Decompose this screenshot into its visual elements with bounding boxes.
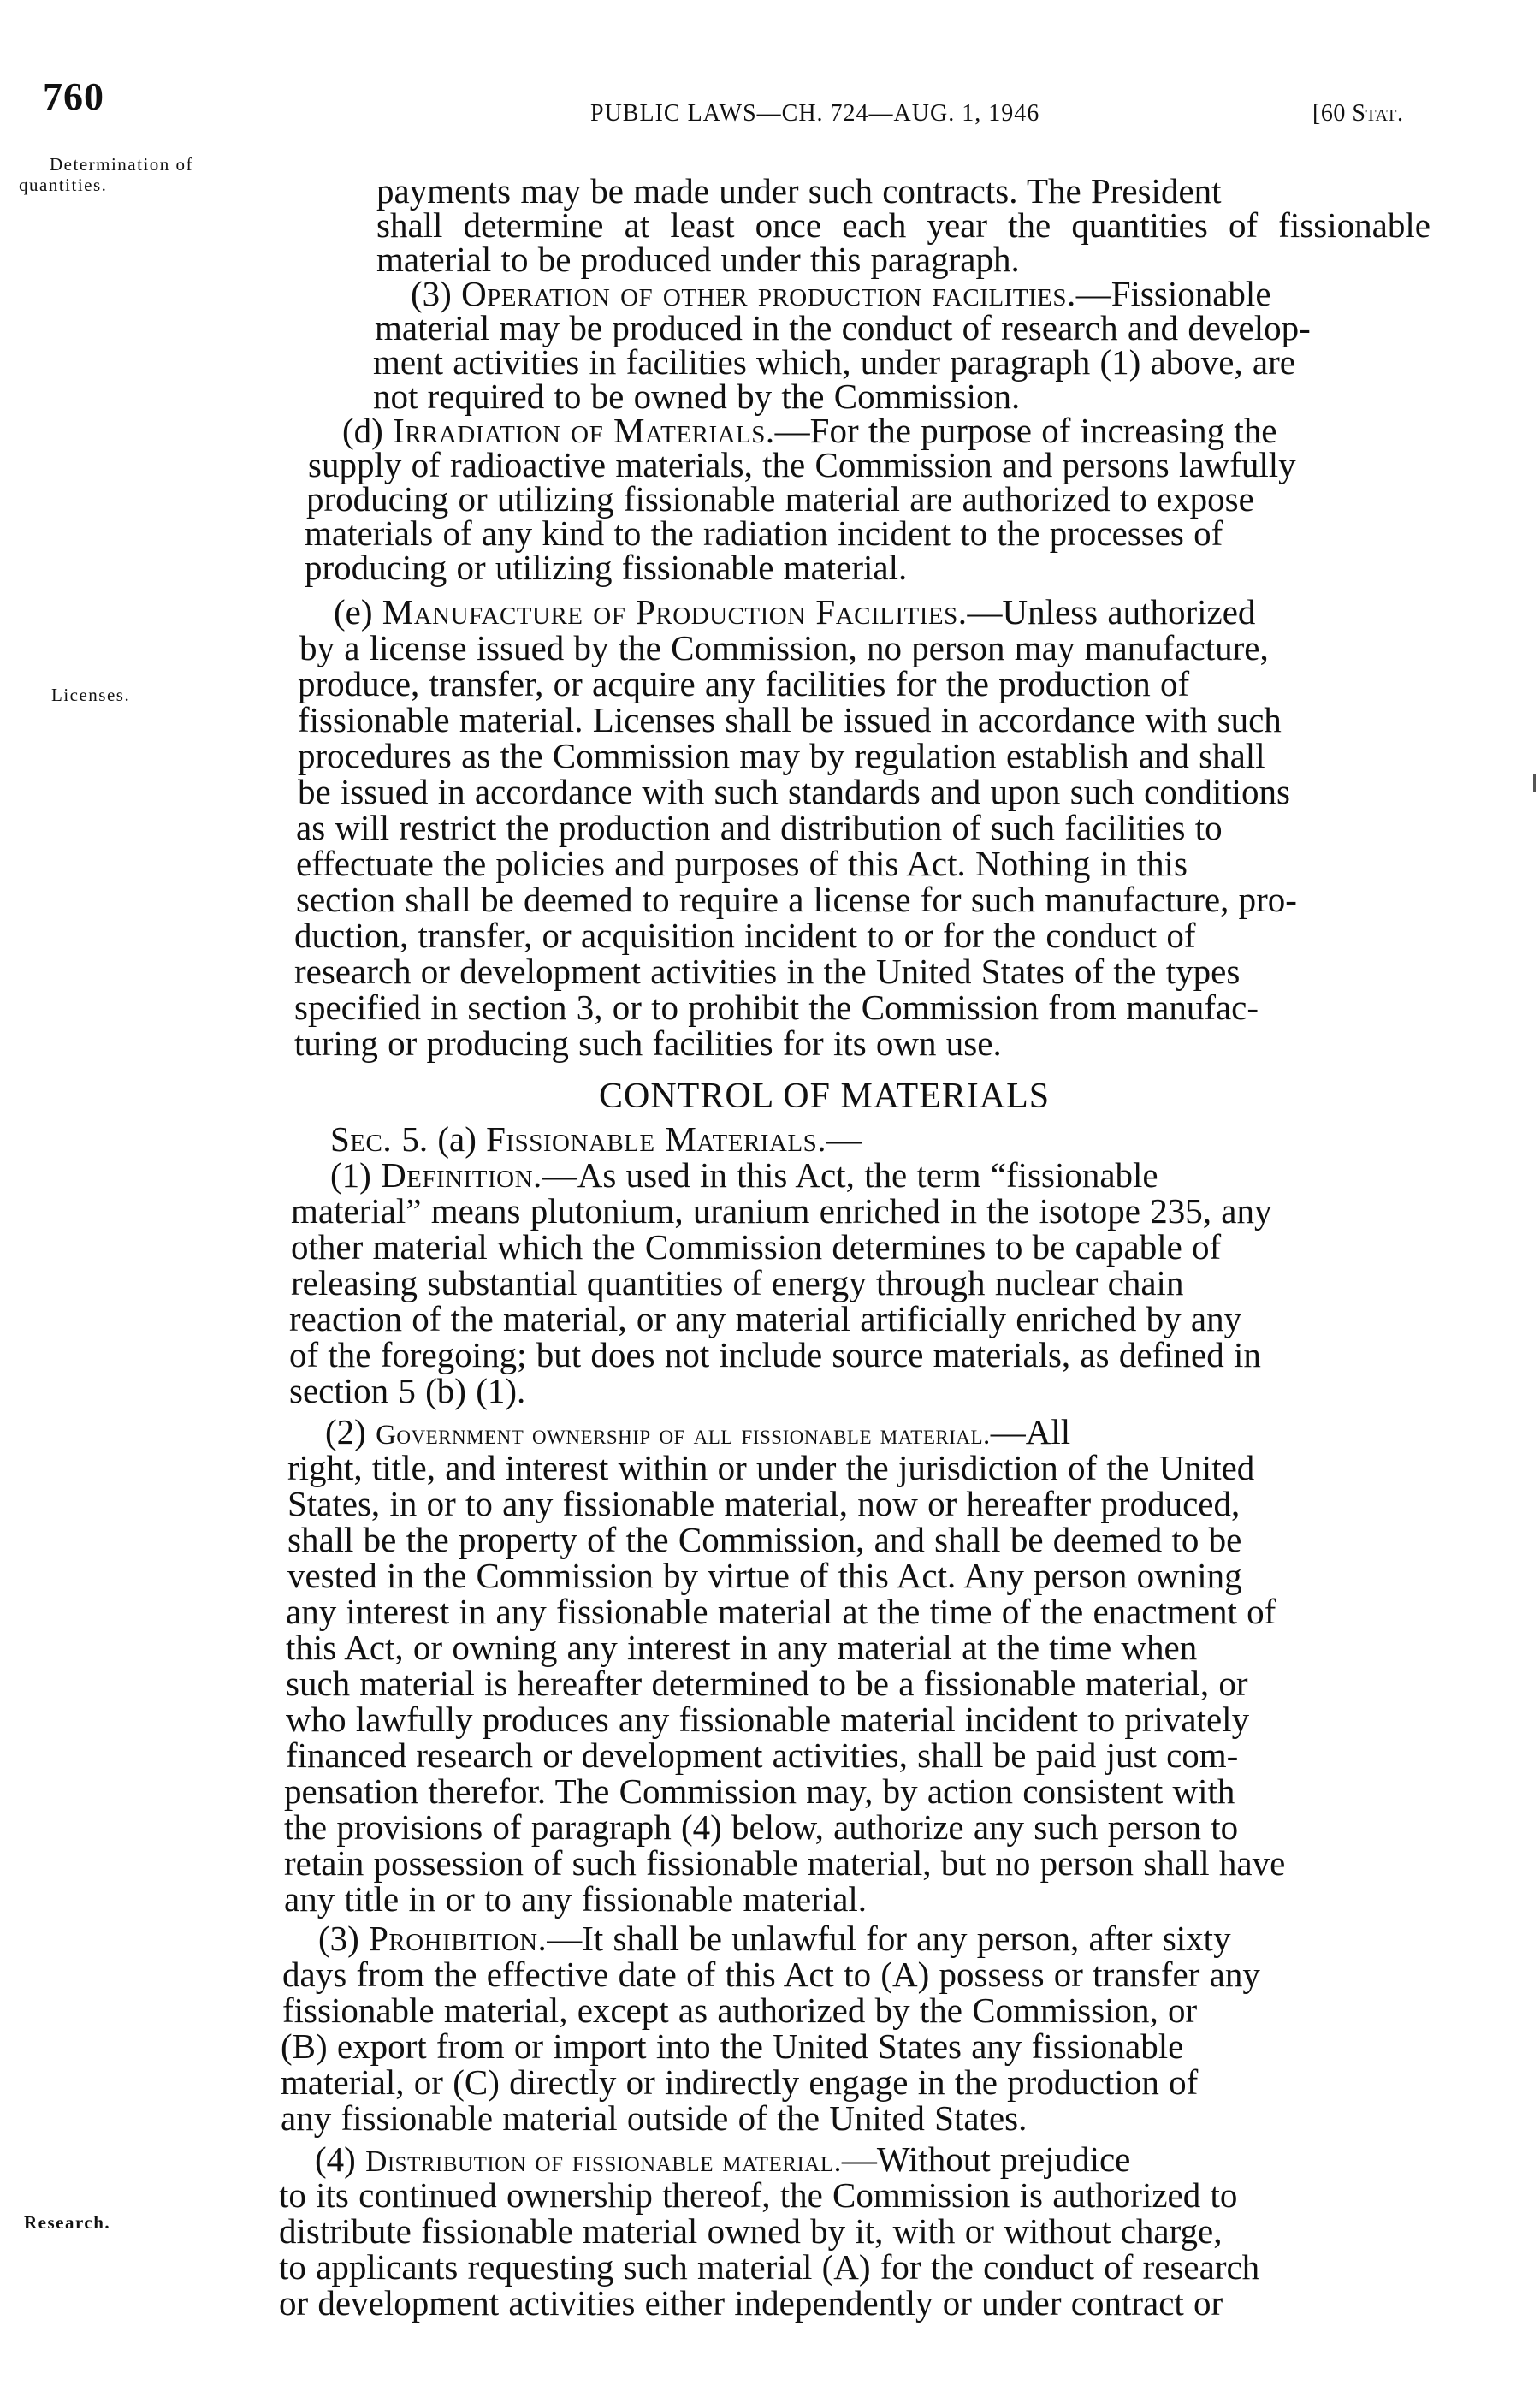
text-line: vested in the Commission by virtue of this Act. Any person owning	[287, 1556, 1242, 1595]
text-line: material, or (C) directly or indirectly engage in the production of	[281, 2062, 1199, 2102]
text-line: materials of any kind to the radiation incident to the processes of	[305, 513, 1223, 553]
text-line: producing or utilizing fissionable material are authorized to expose	[306, 479, 1254, 519]
paragraph-text: —All	[990, 1412, 1071, 1451]
text-line: supply of radioactive materials, the Commission and persons lawfully	[308, 445, 1296, 484]
paragraph-lead	[330, 1155, 1158, 1195]
text-line: shall be the property of the Commission, and shall be deemed to be	[287, 1520, 1242, 1559]
text-line: material” means plutonium, uranium enriched in the isotope 235, any	[291, 1191, 1272, 1231]
section-number: 5. (a)	[401, 1119, 477, 1159]
volume-reference: [60 Stat.	[1312, 100, 1404, 127]
paragraph-number: (4)	[315, 2139, 356, 2179]
paragraph-number: (e)	[334, 592, 373, 632]
text-line: (B) export from or import into the United States any fissionable	[281, 2026, 1184, 2066]
text-line: who lawfully produces any fissionable material incident to privately	[286, 1700, 1250, 1739]
text-line: ment activities in facilities which, under paragraph (1) above, are	[373, 342, 1295, 382]
text-line: section shall be deemed to require a license for such manufacture, pro-	[296, 880, 1297, 919]
text-line: to its continued ownership thereof, the Commission is authorized to	[279, 2175, 1238, 2215]
paragraph-heading: Manufacture of Production Facilities.	[382, 592, 968, 632]
text-line: specified in section 3, or to prohibit the Commission from manufac-	[294, 988, 1259, 1027]
text-line: distribute fissionable material owned by it, with or without charge,	[279, 2211, 1223, 2251]
page-number: 760	[43, 74, 104, 118]
paragraph-text: —Fissionable	[1075, 274, 1271, 313]
text-line: States, in or to any fissionable material, now or hereafter produced,	[287, 1484, 1241, 1523]
paragraph-heading: Operation of other production facilities.	[461, 274, 1076, 313]
text-line: fissionable material. Licenses shall be issued in accordance with such	[298, 700, 1282, 739]
text-line: effectuate the policies and purposes of this Act. Nothing in this	[296, 844, 1188, 883]
text-line: financed research or development activities, shall be paid just com-	[286, 1736, 1239, 1775]
paragraph-number: (3)	[318, 1919, 359, 1958]
text-line: research or development activities in the United States of the types	[294, 952, 1241, 991]
text-line: be issued in accordance with such standards and upon such conditions	[298, 772, 1291, 811]
text-line: produce, transfer, or acquire any facilities for the production of	[298, 664, 1190, 703]
text-line: by a license issued by the Commission, no person may manufacture,	[299, 628, 1269, 668]
text-line: pensation therefor. The Commission may, by action consistent with	[284, 1771, 1235, 1811]
scan-edge-mark	[1533, 774, 1536, 792]
paragraph-number: (d)	[342, 411, 383, 450]
text-line: producing or utilizing fissionable material.	[305, 548, 908, 587]
text-line: retain possession of such fissionable material, but no person shall have	[284, 1843, 1286, 1883]
section-heading-inline: Fissionable Materials.	[486, 1119, 826, 1159]
margin-note-licenses: Licenses.	[51, 685, 131, 705]
paragraph-lead	[318, 1919, 1231, 1958]
text-line: such material is hereafter determined to be a fissionable material, or	[286, 1664, 1248, 1703]
text-line: not required to be owned by the Commission.	[373, 377, 1021, 416]
paragraph-text: —Without prejudice	[841, 2139, 1131, 2179]
running-head: PUBLIC LAWS—CH. 724—AUG. 1, 1946	[590, 100, 1040, 127]
paragraph-text: —It shall be unlawful for any person, after sixty	[547, 1919, 1231, 1958]
text-line: fissionable material, except as authorized by the Commission, or	[282, 1991, 1198, 2030]
text-line: this Act, or owning any interest in any material at the time when	[286, 1628, 1198, 1667]
text-line: material to be produced under this paragraph.	[376, 240, 1020, 279]
paragraph-number: (2)	[325, 1412, 366, 1451]
section-heading: CONTROL OF MATERIALS	[599, 1077, 1051, 1116]
paragraph-heading: Prohibition.	[369, 1919, 548, 1958]
paragraph-heading: Irradiation of Materials.	[393, 411, 775, 450]
paragraph-number: (1)	[330, 1155, 371, 1195]
text-line: payments may be made under such contracts. The President	[376, 171, 1222, 211]
text-line: reaction of the material, or any material artificially enriched by any	[289, 1299, 1242, 1338]
paragraph-text: —For the purpose of increasing the	[774, 411, 1277, 450]
section-label: Sec.	[330, 1119, 393, 1159]
paragraph-text: —As used in this Act, the term “fissionable	[542, 1155, 1158, 1195]
text-line: section 5 (b) (1).	[289, 1371, 526, 1410]
text-line: right, title, and interest within or under the jurisdiction of the United	[287, 1448, 1255, 1487]
section-dash: —	[826, 1119, 862, 1159]
text-line: procedures as the Commission may by regulation establish and shall	[298, 736, 1265, 775]
text-line: duction, transfer, or acquisition incident to or for the conduct of	[294, 916, 1196, 955]
text-line: material may be produced in the conduct of research and develop-	[375, 308, 1311, 347]
text-line: shall determine at least once each year the quantities of fissionable	[376, 205, 1430, 245]
text-line: of the foregoing; but does not include source materials, as defined in	[289, 1335, 1261, 1374]
text-line: to applicants requesting such material (A) for the conduct of research	[279, 2247, 1260, 2287]
paragraph-number: (3)	[411, 274, 452, 313]
section-lead	[330, 1119, 862, 1159]
paragraph-heading: Government ownership of all fissionable material.	[376, 1420, 991, 1451]
text-line: the provisions of paragraph (4) below, authorize any such person to	[284, 1807, 1239, 1847]
text-line: any title in or to any fissionable material.	[284, 1879, 868, 1919]
text-line: as will restrict the production and distribution of such facilities to	[296, 808, 1223, 847]
paragraph-heading: Definition.	[381, 1155, 542, 1195]
paragraph-text: —Unless authorized	[967, 592, 1256, 632]
text-line: days from the effective date of this Act to (A) possess or transfer any	[282, 1955, 1260, 1994]
margin-note-quantities: quantities.	[19, 175, 108, 195]
margin-note-determination: Determination of	[50, 154, 194, 175]
text-line: releasing substantial quantities of energy through nuclear chain	[291, 1263, 1184, 1302]
text-line: any interest in any fissionable material at the time of the enactment of	[286, 1592, 1276, 1631]
text-line: any fissionable material outside of the United States.	[281, 2098, 1028, 2138]
text-line: or development activities either independently or under contract or	[279, 2283, 1223, 2323]
paragraph-lead	[334, 592, 1255, 632]
margin-note-research: Research.	[24, 2212, 111, 2233]
text-line: turing or producing such facilities for its own use.	[294, 1024, 1002, 1063]
paragraph-heading: Distribution of fissionable material.	[365, 2145, 842, 2178]
text-line: other material which the Commission determines to be capable of	[291, 1227, 1222, 1267]
